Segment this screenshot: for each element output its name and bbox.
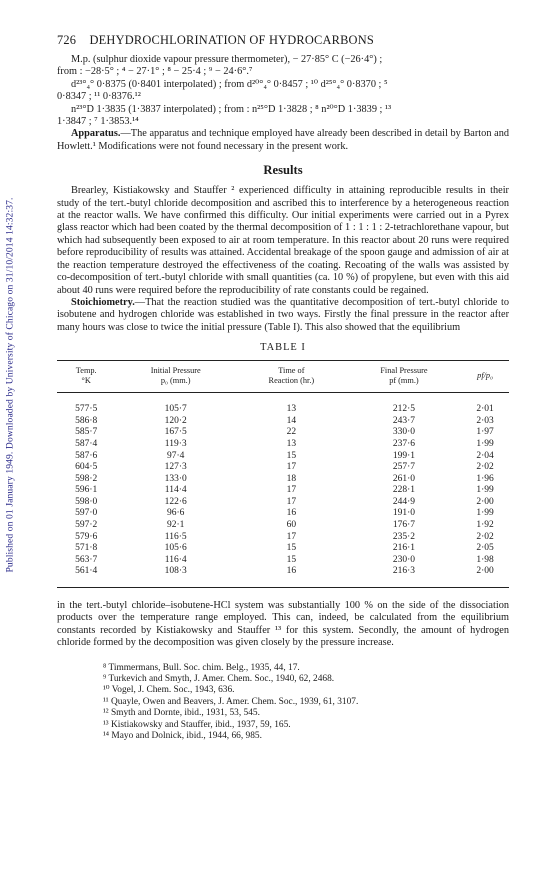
table-cell: 1·99 [476,508,494,519]
section-heading-results: Results [263,163,303,178]
table-cell: 212·5 [392,404,416,415]
table-cell: 14 [286,415,297,426]
table-row [57,416,509,428]
table-cell: 120·2 [164,415,187,426]
table-cell: 105·6 [164,543,187,554]
table-cell: 15 [286,554,297,565]
stoichiometry-heading: Stoichiometry. [71,296,135,308]
table-cell: 176·7 [392,520,416,531]
apparatus-paragraph [57,128,509,153]
table-cell: 597·0 [75,508,98,519]
results-paragraph: Brearley, Kistiakowsky and Stauffer ² experienced difficulty in attaining reproducible results in their study of the tert.-butyl chloride decomposition and ascribed this to interference by a heterogeneous reaction at the reactor walls. We have confirmed this difficulty. Our initial experiments were carried out in a Pyrex glass reactor which had been coated by the thermal decomposition of 1 : 1 : 1 : 2-tetrachlorethane vapour, but which had subsequently been exposed to air at room temperature. In this reactor about 20 runs were required before reproducibility of results was attained. Accidental breakage of the spoon gauge and admission of air at the reaction temperature destroyed the effectiveness of the coating. Recoating of the walls was assisted by co-decomposition of tert.-butyl chloride with small quantities (ca. 10 %) of propylene, but even with this aid about 40 runs were required before the reproducibility of rate constants could be regained. [57,185,509,296]
table-cell: 585·7 [75,427,98,438]
table-cell: 16 [286,566,297,577]
table-caption: TABLE I [260,342,306,354]
table-cell: 561·4 [75,566,98,577]
table-row [57,485,509,497]
table-cell: 261·0 [392,473,416,484]
table-cell: 22 [286,427,297,438]
table-cell: 122·6 [164,496,187,507]
table-row [57,497,509,509]
table-row [57,427,509,439]
table-header-row [57,361,509,393]
table-cell: 228·1 [392,485,416,496]
footnotes [57,663,509,743]
table-cell: 1·99 [476,438,494,449]
stoichiometry-paragraph [57,297,509,334]
table-cell: 119·3 [164,438,187,449]
table-cell: 127·3 [164,462,187,473]
table-cell: 1·97 [476,427,494,438]
table-cell: 237·6 [392,438,416,449]
table-cell: 16 [286,508,297,519]
table-cell: 571·8 [75,543,98,554]
table-cell: 1·98 [476,554,494,565]
table-row [57,462,509,474]
table-cell: 244·9 [392,496,416,507]
footnote: ⁸ Timmermans, Bull. Soc. chim. Belg., 1935, 44, 17. [103,662,300,673]
provenance-watermark [2,160,18,610]
table-cell: 17 [286,531,297,542]
table-cell: 18 [286,473,297,484]
apparatus-heading: Apparatus. [71,128,121,140]
table-cell: 2·02 [476,531,494,542]
table-cell: 96·6 [166,508,185,519]
table-cell: 15 [286,543,297,554]
table-cell: 2·03 [476,415,494,426]
table-cell: 598·0 [75,496,98,507]
data-table [57,360,509,588]
col-header-initial-pressure: Initial Pressure p₀ (mm.) [150,366,201,386]
table-row [57,555,509,567]
table-cell: 604·5 [75,462,98,473]
table-row [57,474,509,486]
continuation-paragraph: in the tert.-butyl chloride–isobutene-HCl system was substantially 100 % on the side of the dissociation products over the temperature range employed. This can, indeed, be calculated from the equilibrium constants recorded by Kistiakowsky and Stauffer ¹³ for this system. Secondly, the amount of hydrogen chloride formed by the decomposition was given closely by the pressure increase. [57,600,509,649]
table-cell: 1·99 [476,485,494,496]
table-cell: 330·0 [392,427,416,438]
table-cell: 563·7 [75,554,98,565]
table-cell: 235·2 [392,531,416,542]
table-cell: 586·8 [75,415,98,426]
table-cell: 243·7 [392,415,416,426]
table-row [57,520,509,532]
table-cell: 13 [286,404,297,415]
footnote: ⁹ Turkevich and Smyth, J. Amer. Chem. Soc., 1940, 62, 2468. [103,674,335,685]
table-cell: 199·1 [392,450,416,461]
table-row [57,393,509,416]
table-cell: 2·02 [476,462,494,473]
table-cell: 216·1 [392,543,416,554]
table-cell: 133·0 [164,473,187,484]
table-cell: 17 [286,462,297,473]
table-cell: 108·3 [164,566,187,577]
table-row [57,508,509,520]
prop-line: from : −28·5° ; ⁴ − 27·1° ; ⁸ − 25·4 ; ⁹ − 24·6°.⁷ [57,66,253,78]
running-header [57,33,509,48]
table-cell: 2·00 [476,496,494,507]
footnote: ¹⁰ Vogel, J. Chem. Soc., 1943, 636. [103,685,235,696]
table-row [57,532,509,544]
stoichiometry-text: —That the reaction studied was the quantitative decomposition of tert.-butyl chloride to isobutene and hydrogen chloride was established in two ways. Firstly the final pressure in the reactor after many hours was close to twice the initial pressure (Table I). This also showed that the equilibrium [57,296,509,333]
table-cell: 15 [286,450,297,461]
table-cell: 2·01 [476,404,494,415]
table-cell: 1·92 [476,520,494,531]
table-cell: 587·4 [75,438,98,449]
table-cell: 116·5 [164,531,187,542]
col-header-temp: Temp. °K [75,366,97,386]
table-cell: 577·5 [75,404,98,415]
provenance-text: Published on 01 January 1949. Downloaded by University of Chicago on 31/10/2014 14:32:37. [4,197,16,573]
prop-line: 0·8347 ; ¹¹ 0·8376.¹² [57,91,141,103]
table-cell: 60 [286,520,297,531]
table-cell: 587·6 [75,450,98,461]
footnote: ¹³ Kistiakowsky and Stauffer, ibid., 1937, 59, 165. [103,719,291,730]
apparatus-text: —The apparatus and technique employed have already been described in detail by Barton and Howlett.¹ Modifications were not found necessary in the present work. [57,128,509,152]
prop-line: 1·3847 ; ⁷ 1·3853.¹⁴ [57,116,139,128]
table-cell: 257·7 [392,462,416,473]
table-cell: 2·04 [476,450,494,461]
prop-line: M.p. (sulphur dioxide vapour pressure thermometer), − 27·85° C (−26·4°) ; [71,54,383,65]
footnote: ¹¹ Quayle, Owen and Beavers, J. Amer. Chem. Soc., 1939, 61, 3107. [103,696,359,707]
footnote: ¹⁴ Mayo and Dolnick, ibid., 1944, 66, 985. [103,731,262,742]
table-cell: 17 [286,496,297,507]
table-cell: 97·4 [166,450,185,461]
table-cell: 596·1 [75,485,98,496]
physical-properties [57,54,509,128]
table-cell: 116·4 [164,554,187,565]
footnote: ¹² Smyth and Dornte, ibid., 1931, 53, 545. [103,708,260,719]
table-cell: 167·5 [164,427,187,438]
table-cell: 105·7 [164,404,187,415]
page-number: 726 [57,33,77,47]
page-body [57,33,509,743]
table-cell: 598·2 [75,473,98,484]
table-cell: 13 [286,438,297,449]
col-header-final-pressure: Final Pressure pf (mm.) [380,366,428,386]
table-cell: 17 [286,485,297,496]
prop-line: n²³°D 1·3835 (1·3837 interpolated) ; from : n²⁵°D 1·3828 ; ⁸ n²⁰°D 1·3839 ; ¹³ [71,103,392,115]
table-row [57,439,509,451]
prop-line: d²³°₄° 0·8375 (0·8401 interpolated) ; from d²⁰°₄° 0·8457 ; ¹⁰ d²⁵°₄° 0·8370 ; ⁵ [71,78,388,90]
col-header-time: Time of Reaction (hr.) [268,366,315,386]
table-row [57,543,509,555]
table-row [57,451,509,463]
col-header-ratio: pf/p₀ [477,371,493,381]
table-cell: 114·4 [164,485,187,496]
table-cell: 597·2 [75,520,98,531]
table-cell: 2·00 [476,566,494,577]
table-cell: 579·6 [75,531,98,542]
table-row [57,566,509,587]
table-cell: 92·1 [166,520,185,531]
table-cell: 2·05 [476,543,494,554]
table-cell: 1·96 [476,473,494,484]
table-cell: 216·3 [392,566,416,577]
table-cell: 230·0 [392,554,416,565]
table-cell: 191·0 [392,508,416,519]
running-title: DEHYDROCHLORINATION OF HYDROCARBONS [89,33,374,47]
